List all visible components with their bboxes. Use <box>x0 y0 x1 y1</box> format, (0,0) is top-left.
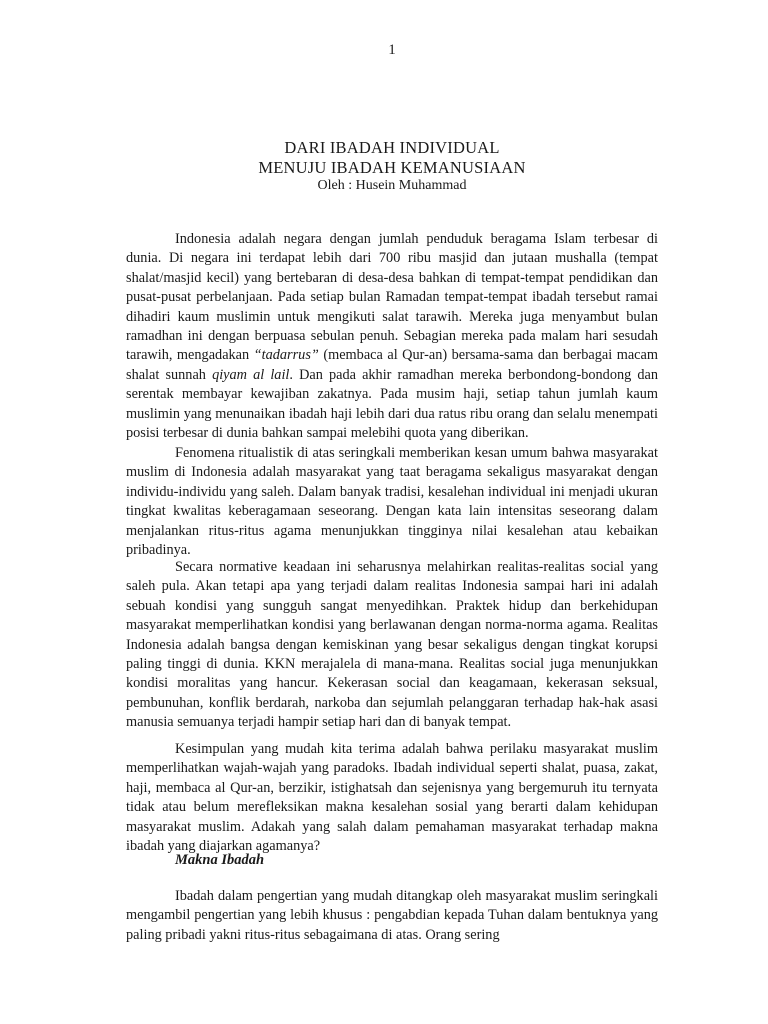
paragraph-1-part-b: (membaca al Qur-an) bersama-sama dan berbagai macam shalat sunnah <box>126 347 658 383</box>
page-number: 1 <box>388 42 396 58</box>
title-line-1: DARI IBADAH INDIVIDUAL <box>284 138 500 157</box>
paragraph-1-italic-tadarrus: “tadarrus” <box>253 347 319 364</box>
paragraph-5 <box>126 887 658 945</box>
paragraph-1-part-a: Indonesia adalah negara dengan jumlah penduduk beragama Islam terbesar di dunia. Di negara ini terdapat lebih dari 700 ribu masjid dan jutaan mushalla (tempat shalat/masjid kecil) yang bertebaran di desa-desa bahkan di tempat-tempat pendidikan dan pusat-pusat perbelanjaan. Pada setiap bulan Ramadan tempat-tempat ibadah tersebut ramai dihadiri kaum muslimin untuk mengikuti salat tarawih. Mereka juga menyambut bulan ramadhan ini dengan berpuasa sebulan penuh. Sebagian mereka pada malam hari sesudah tarawih, mengadakan <box>126 231 658 364</box>
section-heading: Makna Ibadah <box>175 852 265 868</box>
paragraph-1-text <box>126 230 658 443</box>
paragraph-3 <box>126 558 658 733</box>
paragraph-1-italic-qiyam: qiyam al lail <box>212 366 290 383</box>
paragraph-2-text: Fenomena ritualistik di atas seringkali memberikan kesan umum bahwa masyarakat muslim di Indonesia adalah masyarakat yang taat beragama sekaligus masyarakat dengan individu-individu yang saleh. Dalam banyak tradisi, kesalehan individual ini menjadi ukuran tingkat kwalitas keberagamaan seseorang. Dengan kata lain intensitas seseorang dalam menjalankan ritus-ritus agama menunjukkan tingginya nilai kesalehan atau kebaikan pribadinya. <box>126 445 658 559</box>
paragraph-1-part-c: . Dan pada akhir ramadhan mereka berbondong-bondong dan serentak membayar kewajiban zakatnya. Pada musim haji, setiap tahun jumlah kaum muslimin yang menunaikan ibadah haji lebih dari dua ratus ribu orang dan selalu menempati posisi terbesar di dunia bahkan sampai melebihi quota yang diberikan. <box>126 366 659 442</box>
paragraph-3-text: Secara normative keadaan ini seharusnya melahirkan realitas-realitas social yang saleh pula. Akan tetapi apa yang terjadi dalam realitas Indonesia sampai hari ini adalah sebuah kondisi yang sungguh sangat menyedihkan. Praktek hidup dan berkehidupan masyarakat memperlihatkan kondisi yang berlawanan dengan norma-norma agama. Realitas Indonesia adalah bangsa dengan kemiskinan yang besar sekaligus dengan tingkat korupsi paling tinggi di dunia. KKN merajalela di mana-mana. Realitas social juga menunjukkan kondisi moralitas yang hancur. Kekerasan social dan keagamaan, kekerasan seksual, pembunuhan, konflik berdarah, narkoba dan sejumlah pelanggaran terhadap hak-hak asasi manusia semuanya terjadi hampir setiap hari dan di banyak tempat. <box>126 559 658 731</box>
title-line-2: MENUJU IBADAH KEMANUSIAAN <box>258 158 526 177</box>
paragraph-2 <box>126 444 658 560</box>
paragraph-1 <box>126 230 658 443</box>
paragraph-4 <box>126 740 658 856</box>
paragraph-4-text: Kesimpulan yang mudah kita terima adalah bahwa perilaku masyarakat muslim memperlihatkan wajah-wajah yang paradoks. Ibadah individual seperti shalat, puasa, zakat, haji, membaca al Qur-an, berzikir, istighatsah dan sejenisnya yang bergemuruh itu ternyata tidak atau belum merefleksikan makna kesalehan sosial yang berarti dalam kehidupan masyarakat muslim. Adakah yang salah dalam pemahaman masyarakat terhadap makna ibadah yang diajarkan agamanya? <box>126 741 658 855</box>
author-line: Oleh : Husein Muhammad <box>317 178 467 193</box>
paragraph-5-text: Ibadah dalam pengertian yang mudah ditangkap oleh masyarakat muslim seringkali mengambil pengertian yang lebih khusus : pengabdian kepada Tuhan dalam bentuknya yang paling pribadi yakni ritus-ritus sebagaimana di atas. Orang sering <box>126 888 658 943</box>
